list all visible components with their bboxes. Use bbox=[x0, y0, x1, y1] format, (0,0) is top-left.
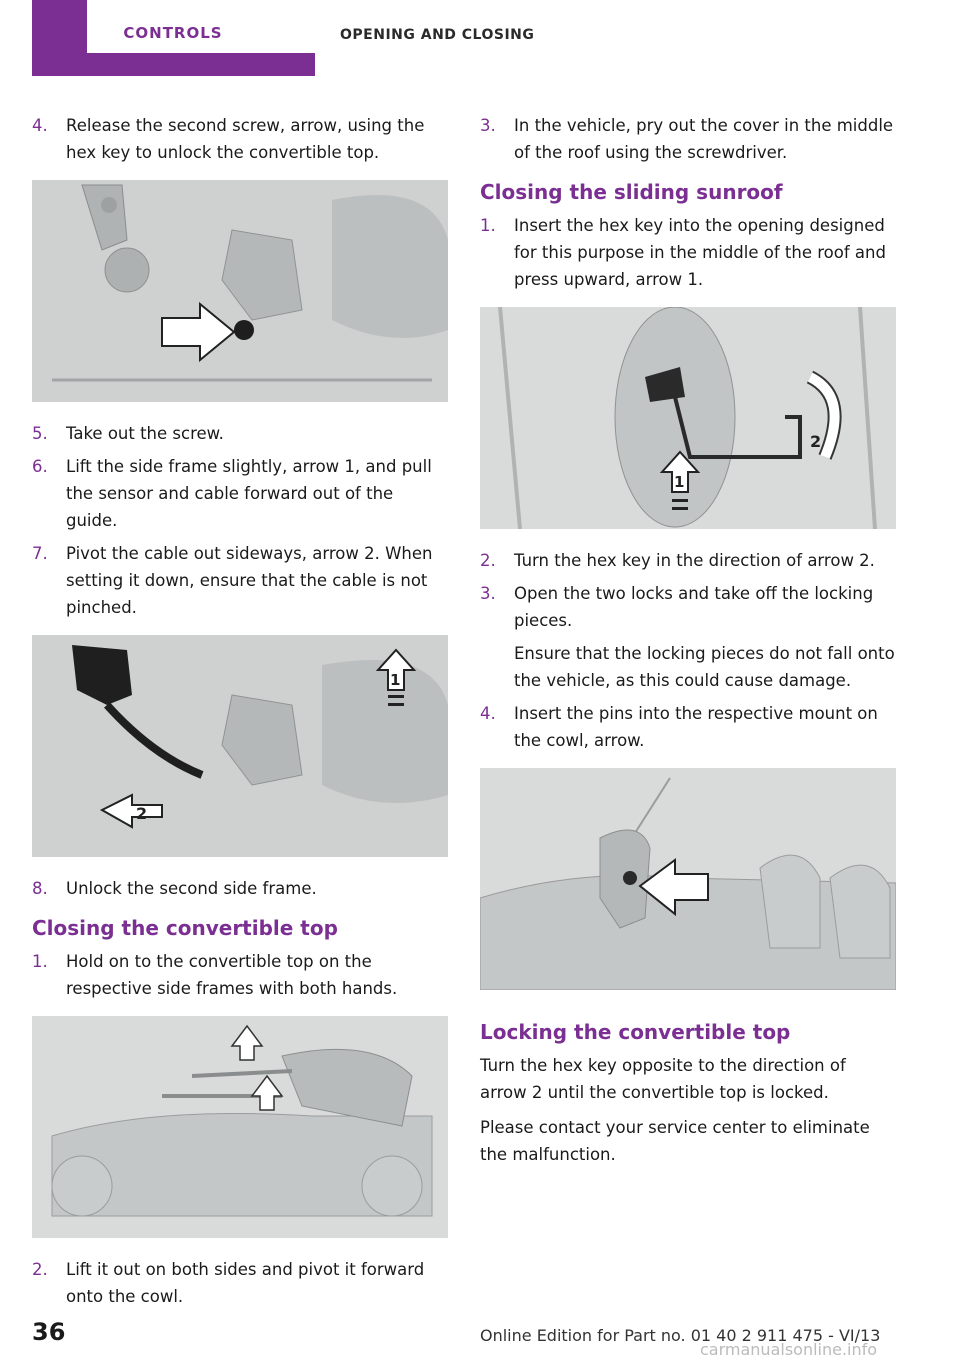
step-item bbox=[480, 212, 896, 293]
step-item bbox=[480, 580, 896, 694]
step-text: Pivot the cable out sideways, arrow 2. When setting it down, ensure that the cable is not pinched. bbox=[66, 544, 433, 617]
step-number: 1. bbox=[480, 216, 496, 235]
step-item bbox=[32, 948, 448, 1002]
step-number: 8. bbox=[32, 879, 48, 898]
section-heading: Closing the sliding sunroof bbox=[480, 180, 783, 204]
step-text: Release the second screw, arrow, using the hex key to unlock the convertible top. bbox=[66, 116, 425, 162]
step-item bbox=[480, 700, 896, 754]
topic-title: OPENING AND CLOSING bbox=[340, 27, 535, 43]
arrow-label: 2 bbox=[136, 804, 148, 823]
step-number: 1. bbox=[32, 952, 48, 971]
arrow-label: 1 bbox=[390, 671, 401, 689]
step-number: 7. bbox=[32, 544, 48, 563]
step-text: Lift the side frame slightly, arrow 1, and pull the sensor and cable forward out of the guide. bbox=[66, 457, 432, 530]
step-note: Ensure that the locking pieces do not fall onto the vehicle, as this could cause damage. bbox=[514, 644, 895, 690]
figure-insert-pins bbox=[480, 768, 896, 990]
step-item bbox=[32, 1256, 448, 1310]
arrow-label: 1 bbox=[674, 473, 685, 491]
step-item bbox=[480, 547, 896, 574]
page-number: 36 bbox=[32, 1318, 66, 1346]
step-number: 3. bbox=[480, 116, 496, 135]
step-text: Insert the hex key into the opening designed for this purpose in the middle of the roof and press upward, arrow 1. bbox=[514, 216, 886, 289]
step-text: Hold on to the convertible top on the respective side frames with both hands. bbox=[66, 952, 398, 998]
step-text: In the vehicle, pry out the cover in the middle of the roof using the screwdriver. bbox=[514, 116, 894, 162]
section-title: CONTROLS bbox=[123, 24, 223, 42]
step-item bbox=[32, 420, 448, 447]
step-item bbox=[32, 112, 448, 166]
step-item bbox=[32, 875, 448, 902]
step-item bbox=[480, 112, 896, 166]
step-text: Lift it out on both sides and pivot it forward onto the cowl. bbox=[66, 1260, 425, 1306]
figure-pivot-cable bbox=[32, 635, 448, 857]
step-number: 3. bbox=[480, 584, 496, 603]
right-column bbox=[480, 112, 896, 1176]
watermark: carmanualsonline.info bbox=[700, 1340, 878, 1359]
step-item bbox=[32, 540, 448, 621]
step-text: Unlock the second side frame. bbox=[66, 879, 317, 898]
step-number: 2. bbox=[32, 1260, 48, 1279]
step-number: 5. bbox=[32, 424, 48, 443]
left-column bbox=[32, 112, 448, 1316]
step-text: Insert the pins into the respective mount on the cowl, arrow. bbox=[514, 704, 878, 750]
section-heading: Locking the convertible top bbox=[480, 1020, 791, 1044]
step-number: 6. bbox=[32, 457, 48, 476]
edition-footer: Online Edition for Part no. 01 40 2 911 475 - VI/13 bbox=[480, 1326, 881, 1345]
step-item bbox=[32, 453, 448, 534]
step-number: 4. bbox=[32, 116, 48, 135]
step-number: 2. bbox=[480, 551, 496, 570]
figure-release-screw bbox=[32, 180, 448, 402]
figure-lift-top bbox=[32, 1016, 448, 1238]
step-text: Take out the screw. bbox=[66, 424, 224, 443]
arrow-label: 2 bbox=[810, 432, 822, 451]
paragraph: Please contact your service center to eliminate the malfunction. bbox=[480, 1118, 870, 1164]
paragraph: Turn the hex key opposite to the direction of arrow 2 until the convertible top is locked. bbox=[480, 1056, 846, 1102]
figure-hex-key bbox=[480, 307, 896, 529]
step-text: Turn the hex key in the direction of arrow 2. bbox=[514, 551, 875, 570]
step-number: 4. bbox=[480, 704, 496, 723]
section-heading: Closing the convertible top bbox=[32, 916, 338, 940]
step-text: Open the two locks and take off the locking pieces. bbox=[514, 584, 874, 630]
